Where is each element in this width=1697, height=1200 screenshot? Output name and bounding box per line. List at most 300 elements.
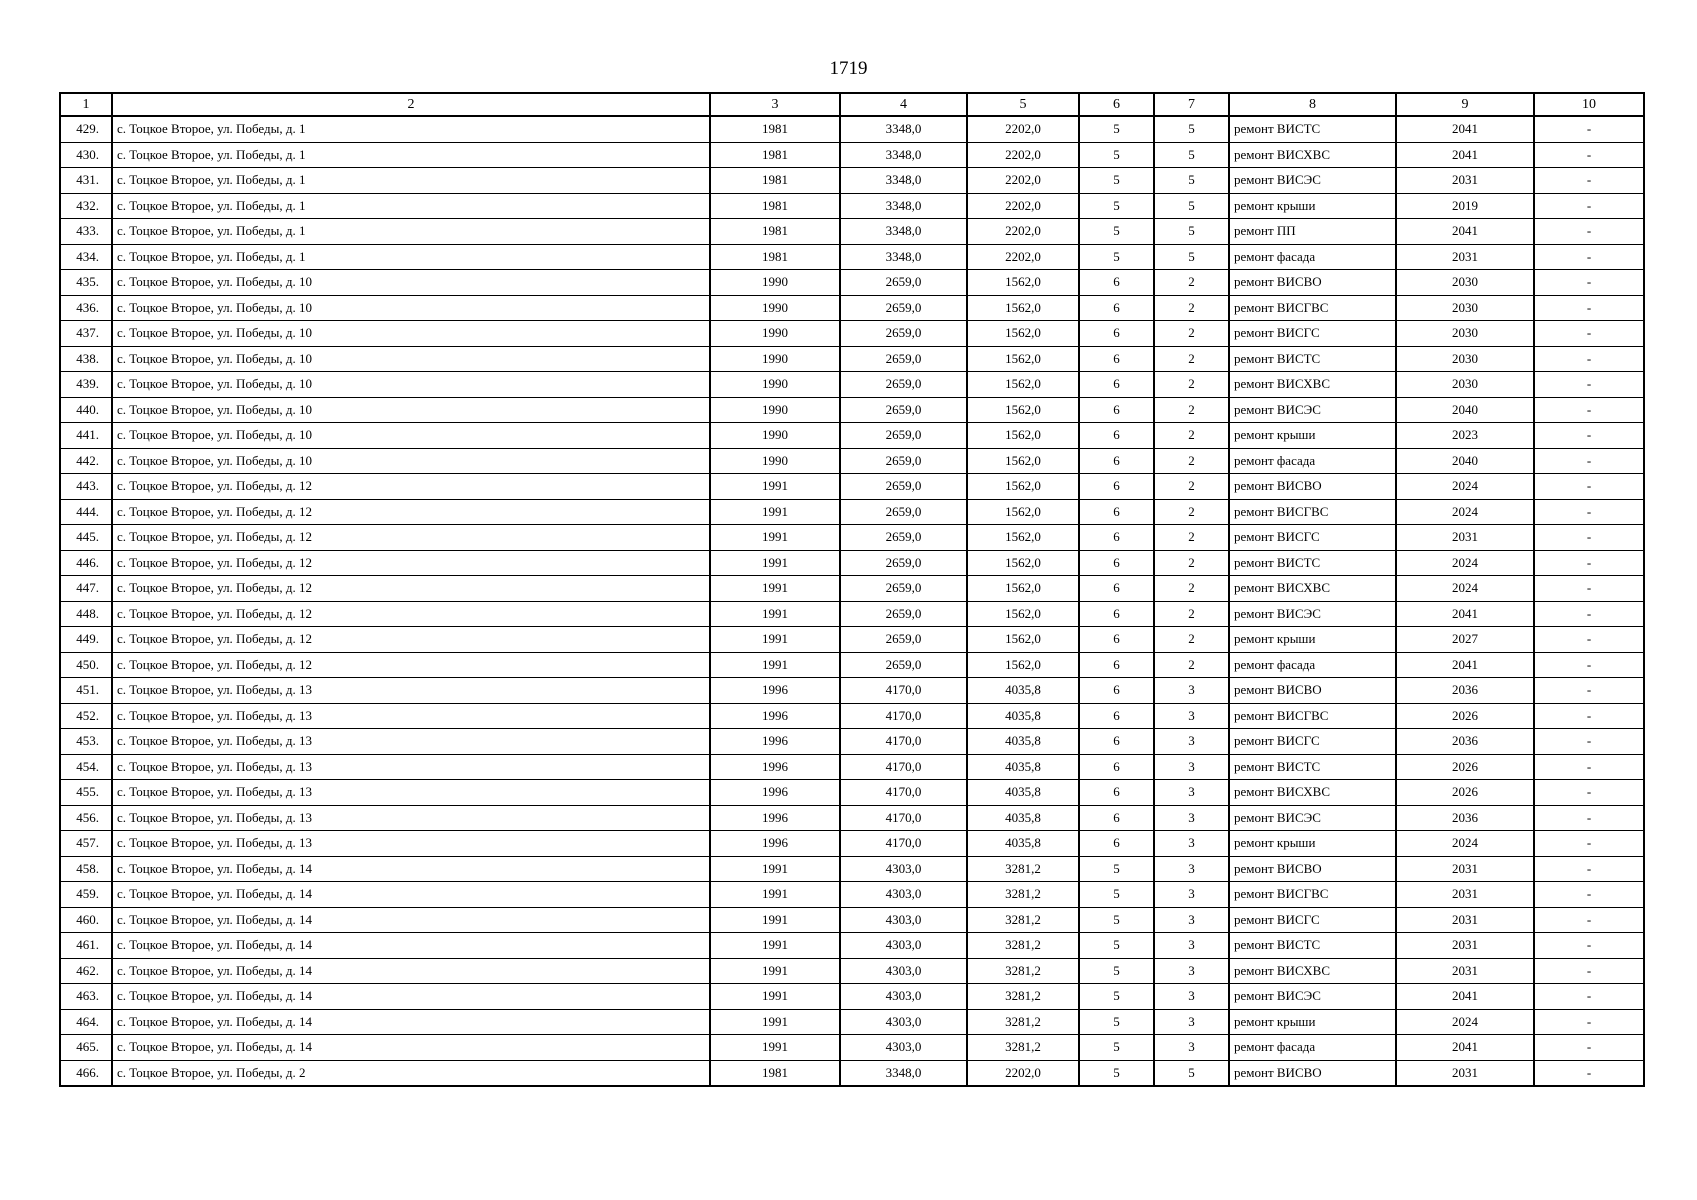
table-row — [60, 703, 1644, 729]
cell-col-area-total: 2659,0 — [840, 601, 967, 627]
cell-col-area-total: 2659,0 — [840, 295, 967, 321]
cell-col-extra: - — [1534, 397, 1644, 423]
cell-col-area-total: 4303,0 — [840, 856, 967, 882]
header-col-year: 3 — [710, 93, 840, 116]
table-row — [60, 423, 1644, 449]
cell-col-number: 441. — [60, 423, 112, 449]
cell-col-extra: - — [1534, 270, 1644, 296]
table-row — [60, 1060, 1644, 1086]
cell-col-address: с. Тоцкое Второе, ул. Победы, д. 1 — [112, 219, 710, 245]
cell-col-floors: 5 — [1079, 1060, 1154, 1086]
cell-col-work-type: ремонт ВИСТС — [1229, 116, 1396, 142]
cell-col-entrances: 2 — [1154, 295, 1229, 321]
cell-col-work-type: ремонт крыши — [1229, 627, 1396, 653]
cell-col-work-type: ремонт ВИСВО — [1229, 474, 1396, 500]
cell-col-entrances: 3 — [1154, 907, 1229, 933]
cell-col-floors: 6 — [1079, 703, 1154, 729]
cell-col-number: 466. — [60, 1060, 112, 1086]
cell-col-year: 1991 — [710, 1009, 840, 1035]
cell-col-entrances: 3 — [1154, 984, 1229, 1010]
cell-col-extra: - — [1534, 346, 1644, 372]
cell-col-entrances: 2 — [1154, 372, 1229, 398]
cell-col-extra: - — [1534, 627, 1644, 653]
cell-col-address: с. Тоцкое Второе, ул. Победы, д. 12 — [112, 652, 710, 678]
cell-col-address: с. Тоцкое Второе, ул. Победы, д. 10 — [112, 295, 710, 321]
cell-col-area-total: 2659,0 — [840, 474, 967, 500]
cell-col-floors: 5 — [1079, 142, 1154, 168]
cell-col-year-planned: 2030 — [1396, 321, 1534, 347]
cell-col-area-living: 2202,0 — [967, 1060, 1079, 1086]
cell-col-floors: 6 — [1079, 678, 1154, 704]
cell-col-entrances: 2 — [1154, 397, 1229, 423]
header-col-number: 1 — [60, 93, 112, 116]
cell-col-year-planned: 2026 — [1396, 703, 1534, 729]
cell-col-entrances: 5 — [1154, 142, 1229, 168]
cell-col-area-living: 4035,8 — [967, 703, 1079, 729]
cell-col-number: 457. — [60, 831, 112, 857]
table-row — [60, 499, 1644, 525]
cell-col-address: с. Тоцкое Второе, ул. Победы, д. 1 — [112, 168, 710, 194]
cell-col-entrances: 2 — [1154, 270, 1229, 296]
cell-col-entrances: 3 — [1154, 882, 1229, 908]
cell-col-number: 433. — [60, 219, 112, 245]
cell-col-number: 461. — [60, 933, 112, 959]
cell-col-work-type: ремонт ВИСХВС — [1229, 372, 1396, 398]
cell-col-work-type: ремонт ВИСГС — [1229, 321, 1396, 347]
cell-col-area-living: 1562,0 — [967, 627, 1079, 653]
cell-col-year: 1991 — [710, 474, 840, 500]
cell-col-address: с. Тоцкое Второе, ул. Победы, д. 12 — [112, 525, 710, 551]
cell-col-number: 459. — [60, 882, 112, 908]
cell-col-area-living: 1562,0 — [967, 601, 1079, 627]
cell-col-number: 429. — [60, 116, 112, 142]
cell-col-work-type: ремонт ВИСГС — [1229, 907, 1396, 933]
cell-col-address: с. Тоцкое Второе, ул. Победы, д. 10 — [112, 372, 710, 398]
cell-col-area-total: 2659,0 — [840, 499, 967, 525]
table-row — [60, 1009, 1644, 1035]
table-row — [60, 295, 1644, 321]
cell-col-entrances: 3 — [1154, 703, 1229, 729]
cell-col-area-total: 3348,0 — [840, 1060, 967, 1086]
cell-col-extra: - — [1534, 474, 1644, 500]
cell-col-address: с. Тоцкое Второе, ул. Победы, д. 12 — [112, 474, 710, 500]
cell-col-work-type: ремонт ВИСГВС — [1229, 882, 1396, 908]
cell-col-area-living: 1562,0 — [967, 397, 1079, 423]
cell-col-area-total: 2659,0 — [840, 270, 967, 296]
cell-col-work-type: ремонт ВИСХВС — [1229, 780, 1396, 806]
cell-col-number: 439. — [60, 372, 112, 398]
cell-col-area-living: 2202,0 — [967, 142, 1079, 168]
cell-col-area-living: 1562,0 — [967, 295, 1079, 321]
cell-col-entrances: 2 — [1154, 627, 1229, 653]
cell-col-entrances: 5 — [1154, 244, 1229, 270]
cell-col-year-planned: 2040 — [1396, 397, 1534, 423]
cell-col-address: с. Тоцкое Второе, ул. Победы, д. 10 — [112, 397, 710, 423]
cell-col-year-planned: 2041 — [1396, 1035, 1534, 1061]
cell-col-floors: 5 — [1079, 168, 1154, 194]
cell-col-entrances: 2 — [1154, 474, 1229, 500]
cell-col-work-type: ремонт ВИСЭС — [1229, 168, 1396, 194]
cell-col-work-type: ремонт ВИСВО — [1229, 1060, 1396, 1086]
cell-col-address: с. Тоцкое Второе, ул. Победы, д. 10 — [112, 321, 710, 347]
table-row — [60, 244, 1644, 270]
cell-col-extra: - — [1534, 321, 1644, 347]
table-header-row — [60, 93, 1644, 116]
cell-col-year-planned: 2031 — [1396, 882, 1534, 908]
cell-col-extra: - — [1534, 652, 1644, 678]
cell-col-number: 450. — [60, 652, 112, 678]
cell-col-address: с. Тоцкое Второе, ул. Победы, д. 14 — [112, 984, 710, 1010]
cell-col-address: с. Тоцкое Второе, ул. Победы, д. 10 — [112, 423, 710, 449]
cell-col-floors: 5 — [1079, 244, 1154, 270]
cell-col-work-type: ремонт ВИСТС — [1229, 933, 1396, 959]
cell-col-address: с. Тоцкое Второе, ул. Победы, д. 13 — [112, 780, 710, 806]
cell-col-extra: - — [1534, 601, 1644, 627]
cell-col-entrances: 3 — [1154, 856, 1229, 882]
cell-col-area-total: 3348,0 — [840, 193, 967, 219]
cell-col-area-total: 3348,0 — [840, 168, 967, 194]
cell-col-floors: 6 — [1079, 627, 1154, 653]
cell-col-area-total: 4303,0 — [840, 907, 967, 933]
cell-col-number: 444. — [60, 499, 112, 525]
cell-col-area-living: 1562,0 — [967, 270, 1079, 296]
cell-col-extra: - — [1534, 780, 1644, 806]
cell-col-year-planned: 2030 — [1396, 346, 1534, 372]
cell-col-number: 462. — [60, 958, 112, 984]
cell-col-extra: - — [1534, 499, 1644, 525]
cell-col-work-type: ремонт ВИСТС — [1229, 346, 1396, 372]
table-row — [60, 142, 1644, 168]
cell-col-work-type: ремонт крыши — [1229, 423, 1396, 449]
cell-col-year: 1981 — [710, 219, 840, 245]
cell-col-year: 1991 — [710, 856, 840, 882]
cell-col-year: 1990 — [710, 423, 840, 449]
table-row — [60, 219, 1644, 245]
table-row — [60, 882, 1644, 908]
cell-col-number: 455. — [60, 780, 112, 806]
cell-col-year: 1996 — [710, 678, 840, 704]
cell-col-extra: - — [1534, 219, 1644, 245]
cell-col-floors: 5 — [1079, 882, 1154, 908]
cell-col-number: 449. — [60, 627, 112, 653]
cell-col-extra: - — [1534, 576, 1644, 602]
cell-col-year-planned: 2030 — [1396, 270, 1534, 296]
cell-col-area-total: 4170,0 — [840, 805, 967, 831]
cell-col-floors: 6 — [1079, 448, 1154, 474]
table-row — [60, 397, 1644, 423]
cell-col-extra: - — [1534, 703, 1644, 729]
cell-col-entrances: 3 — [1154, 729, 1229, 755]
cell-col-work-type: ремонт ВИСХВС — [1229, 958, 1396, 984]
cell-col-address: с. Тоцкое Второе, ул. Победы, д. 14 — [112, 1035, 710, 1061]
cell-col-work-type: ремонт ВИСХВС — [1229, 576, 1396, 602]
cell-col-number: 465. — [60, 1035, 112, 1061]
cell-col-floors: 5 — [1079, 958, 1154, 984]
cell-col-year: 1990 — [710, 372, 840, 398]
cell-col-work-type: ремонт ВИСЭС — [1229, 601, 1396, 627]
cell-col-area-living: 2202,0 — [967, 219, 1079, 245]
cell-col-area-living: 4035,8 — [967, 805, 1079, 831]
header-col-entrances: 7 — [1154, 93, 1229, 116]
cell-col-work-type: ремонт ПП — [1229, 219, 1396, 245]
cell-col-address: с. Тоцкое Второе, ул. Победы, д. 13 — [112, 754, 710, 780]
cell-col-entrances: 3 — [1154, 678, 1229, 704]
cell-col-year-planned: 2024 — [1396, 831, 1534, 857]
cell-col-area-total: 3348,0 — [840, 244, 967, 270]
cell-col-floors: 6 — [1079, 652, 1154, 678]
cell-col-work-type: ремонт ВИСВО — [1229, 856, 1396, 882]
cell-col-year: 1991 — [710, 958, 840, 984]
cell-col-address: с. Тоцкое Второе, ул. Победы, д. 12 — [112, 576, 710, 602]
cell-col-work-type: ремонт ВИСЭС — [1229, 397, 1396, 423]
cell-col-floors: 6 — [1079, 397, 1154, 423]
cell-col-area-living: 3281,2 — [967, 984, 1079, 1010]
cell-col-year-planned: 2036 — [1396, 678, 1534, 704]
cell-col-year-planned: 2027 — [1396, 627, 1534, 653]
cell-col-year: 1991 — [710, 550, 840, 576]
cell-col-work-type: ремонт ВИСЭС — [1229, 805, 1396, 831]
cell-col-floors: 5 — [1079, 193, 1154, 219]
cell-col-floors: 6 — [1079, 346, 1154, 372]
header-col-work-type: 8 — [1229, 93, 1396, 116]
cell-col-year-planned: 2031 — [1396, 907, 1534, 933]
table-row — [60, 168, 1644, 194]
cell-col-entrances: 2 — [1154, 576, 1229, 602]
cell-col-extra: - — [1534, 550, 1644, 576]
cell-col-area-total: 4170,0 — [840, 678, 967, 704]
cell-col-area-total: 4170,0 — [840, 780, 967, 806]
cell-col-area-living: 2202,0 — [967, 116, 1079, 142]
cell-col-number: 431. — [60, 168, 112, 194]
cell-col-entrances: 3 — [1154, 958, 1229, 984]
cell-col-year-planned: 2031 — [1396, 958, 1534, 984]
cell-col-year-planned: 2030 — [1396, 295, 1534, 321]
cell-col-extra: - — [1534, 116, 1644, 142]
cell-col-floors: 5 — [1079, 219, 1154, 245]
cell-col-entrances: 2 — [1154, 525, 1229, 551]
cell-col-floors: 6 — [1079, 805, 1154, 831]
cell-col-area-total: 4303,0 — [840, 958, 967, 984]
cell-col-year: 1991 — [710, 627, 840, 653]
cell-col-work-type: ремонт крыши — [1229, 1009, 1396, 1035]
table-row — [60, 933, 1644, 959]
cell-col-year: 1990 — [710, 270, 840, 296]
cell-col-year: 1991 — [710, 576, 840, 602]
cell-col-work-type: ремонт ВИСТС — [1229, 550, 1396, 576]
cell-col-year: 1990 — [710, 321, 840, 347]
cell-col-year-planned: 2026 — [1396, 754, 1534, 780]
cell-col-entrances: 3 — [1154, 1035, 1229, 1061]
cell-col-extra: - — [1534, 831, 1644, 857]
cell-col-area-living: 3281,2 — [967, 882, 1079, 908]
cell-col-year-planned: 2019 — [1396, 193, 1534, 219]
cell-col-area-total: 2659,0 — [840, 448, 967, 474]
cell-col-address: с. Тоцкое Второе, ул. Победы, д. 14 — [112, 882, 710, 908]
cell-col-number: 436. — [60, 295, 112, 321]
cell-col-floors: 6 — [1079, 831, 1154, 857]
cell-col-extra: - — [1534, 525, 1644, 551]
table-body — [60, 116, 1644, 1086]
table-row — [60, 550, 1644, 576]
cell-col-extra: - — [1534, 984, 1644, 1010]
cell-col-entrances: 5 — [1154, 1060, 1229, 1086]
cell-col-work-type: ремонт ВИСВО — [1229, 678, 1396, 704]
table-row — [60, 627, 1644, 653]
cell-col-work-type: ремонт фасада — [1229, 244, 1396, 270]
cell-col-number: 463. — [60, 984, 112, 1010]
cell-col-entrances: 5 — [1154, 219, 1229, 245]
cell-col-number: 446. — [60, 550, 112, 576]
cell-col-number: 438. — [60, 346, 112, 372]
cell-col-year: 1981 — [710, 193, 840, 219]
cell-col-area-total: 2659,0 — [840, 321, 967, 347]
cell-col-area-living: 4035,8 — [967, 678, 1079, 704]
cell-col-floors: 5 — [1079, 933, 1154, 959]
cell-col-year: 1991 — [710, 933, 840, 959]
cell-col-address: с. Тоцкое Второе, ул. Победы, д. 12 — [112, 499, 710, 525]
cell-col-area-living: 4035,8 — [967, 780, 1079, 806]
cell-col-area-total: 3348,0 — [840, 219, 967, 245]
cell-col-area-living: 3281,2 — [967, 1009, 1079, 1035]
cell-col-extra: - — [1534, 805, 1644, 831]
cell-col-year: 1996 — [710, 805, 840, 831]
cell-col-area-living: 1562,0 — [967, 321, 1079, 347]
cell-col-floors: 6 — [1079, 372, 1154, 398]
table-row — [60, 856, 1644, 882]
cell-col-year-planned: 2030 — [1396, 372, 1534, 398]
cell-col-floors: 6 — [1079, 576, 1154, 602]
table-row — [60, 448, 1644, 474]
cell-col-address: с. Тоцкое Второе, ул. Победы, д. 1 — [112, 116, 710, 142]
cell-col-number: 437. — [60, 321, 112, 347]
table-row — [60, 116, 1644, 142]
cell-col-extra: - — [1534, 882, 1644, 908]
cell-col-extra: - — [1534, 193, 1644, 219]
cell-col-area-living: 3281,2 — [967, 933, 1079, 959]
cell-col-work-type: ремонт фасада — [1229, 652, 1396, 678]
cell-col-area-total: 4170,0 — [840, 703, 967, 729]
header-col-address: 2 — [112, 93, 710, 116]
cell-col-area-total: 4303,0 — [840, 933, 967, 959]
cell-col-year-planned: 2031 — [1396, 856, 1534, 882]
table-row — [60, 729, 1644, 755]
cell-col-work-type: ремонт фасада — [1229, 448, 1396, 474]
cell-col-entrances: 2 — [1154, 346, 1229, 372]
header-col-area-total: 4 — [840, 93, 967, 116]
cell-col-floors: 6 — [1079, 525, 1154, 551]
header-col-year-planned: 9 — [1396, 93, 1534, 116]
cell-col-extra: - — [1534, 678, 1644, 704]
cell-col-year-planned: 2024 — [1396, 550, 1534, 576]
cell-col-entrances: 2 — [1154, 550, 1229, 576]
cell-col-floors: 5 — [1079, 1035, 1154, 1061]
cell-col-area-living: 1562,0 — [967, 372, 1079, 398]
cell-col-year-planned: 2031 — [1396, 933, 1534, 959]
cell-col-year: 1981 — [710, 1060, 840, 1086]
cell-col-floors: 6 — [1079, 729, 1154, 755]
header-col-floors: 6 — [1079, 93, 1154, 116]
cell-col-floors: 5 — [1079, 856, 1154, 882]
cell-col-number: 452. — [60, 703, 112, 729]
cell-col-extra: - — [1534, 1035, 1644, 1061]
table-row — [60, 1035, 1644, 1061]
cell-col-floors: 5 — [1079, 907, 1154, 933]
cell-col-year-planned: 2031 — [1396, 244, 1534, 270]
cell-col-number: 448. — [60, 601, 112, 627]
table-row — [60, 270, 1644, 296]
table-row — [60, 652, 1644, 678]
cell-col-work-type: ремонт ВИСГВС — [1229, 703, 1396, 729]
table-row — [60, 346, 1644, 372]
cell-col-area-living: 3281,2 — [967, 958, 1079, 984]
cell-col-number: 464. — [60, 1009, 112, 1035]
table-row — [60, 474, 1644, 500]
cell-col-floors: 6 — [1079, 780, 1154, 806]
cell-col-floors: 6 — [1079, 499, 1154, 525]
cell-col-address: с. Тоцкое Второе, ул. Победы, д. 10 — [112, 346, 710, 372]
cell-col-floors: 5 — [1079, 1009, 1154, 1035]
cell-col-floors: 6 — [1079, 321, 1154, 347]
cell-col-extra: - — [1534, 729, 1644, 755]
cell-col-floors: 6 — [1079, 474, 1154, 500]
cell-col-area-living: 1562,0 — [967, 499, 1079, 525]
cell-col-entrances: 5 — [1154, 193, 1229, 219]
cell-col-work-type: ремонт ВИСХВС — [1229, 142, 1396, 168]
cell-col-year: 1991 — [710, 525, 840, 551]
cell-col-area-living: 3281,2 — [967, 907, 1079, 933]
cell-col-area-living: 1562,0 — [967, 550, 1079, 576]
cell-col-year: 1991 — [710, 984, 840, 1010]
cell-col-area-living: 3281,2 — [967, 1035, 1079, 1061]
cell-col-extra: - — [1534, 168, 1644, 194]
cell-col-year-planned: 2041 — [1396, 601, 1534, 627]
cell-col-floors: 5 — [1079, 116, 1154, 142]
cell-col-area-total: 2659,0 — [840, 346, 967, 372]
cell-col-entrances: 3 — [1154, 831, 1229, 857]
cell-col-area-living: 2202,0 — [967, 193, 1079, 219]
cell-col-work-type: ремонт ВИСГС — [1229, 525, 1396, 551]
table-row — [60, 805, 1644, 831]
table-row — [60, 958, 1644, 984]
cell-col-year-planned: 2041 — [1396, 116, 1534, 142]
cell-col-year: 1996 — [710, 754, 840, 780]
cell-col-area-total: 4303,0 — [840, 1009, 967, 1035]
cell-col-entrances: 5 — [1154, 168, 1229, 194]
cell-col-number: 447. — [60, 576, 112, 602]
cell-col-area-total: 4303,0 — [840, 984, 967, 1010]
cell-col-area-living: 1562,0 — [967, 474, 1079, 500]
cell-col-area-living: 2202,0 — [967, 244, 1079, 270]
cell-col-area-living: 3281,2 — [967, 856, 1079, 882]
cell-col-year: 1981 — [710, 142, 840, 168]
cell-col-address: с. Тоцкое Второе, ул. Победы, д. 12 — [112, 627, 710, 653]
cell-col-entrances: 2 — [1154, 448, 1229, 474]
cell-col-address: с. Тоцкое Второе, ул. Победы, д. 1 — [112, 142, 710, 168]
cell-col-year-planned: 2031 — [1396, 525, 1534, 551]
table-row — [60, 831, 1644, 857]
cell-col-area-total: 4303,0 — [840, 1035, 967, 1061]
cell-col-number: 453. — [60, 729, 112, 755]
cell-col-address: с. Тоцкое Второе, ул. Победы, д. 1 — [112, 193, 710, 219]
table-row — [60, 372, 1644, 398]
cell-col-extra: - — [1534, 448, 1644, 474]
cell-col-address: с. Тоцкое Второе, ул. Победы, д. 10 — [112, 448, 710, 474]
cell-col-number: 458. — [60, 856, 112, 882]
cell-col-address: с. Тоцкое Второе, ул. Победы, д. 13 — [112, 678, 710, 704]
cell-col-area-living: 1562,0 — [967, 346, 1079, 372]
cell-col-year-planned: 2031 — [1396, 1060, 1534, 1086]
cell-col-extra: - — [1534, 754, 1644, 780]
